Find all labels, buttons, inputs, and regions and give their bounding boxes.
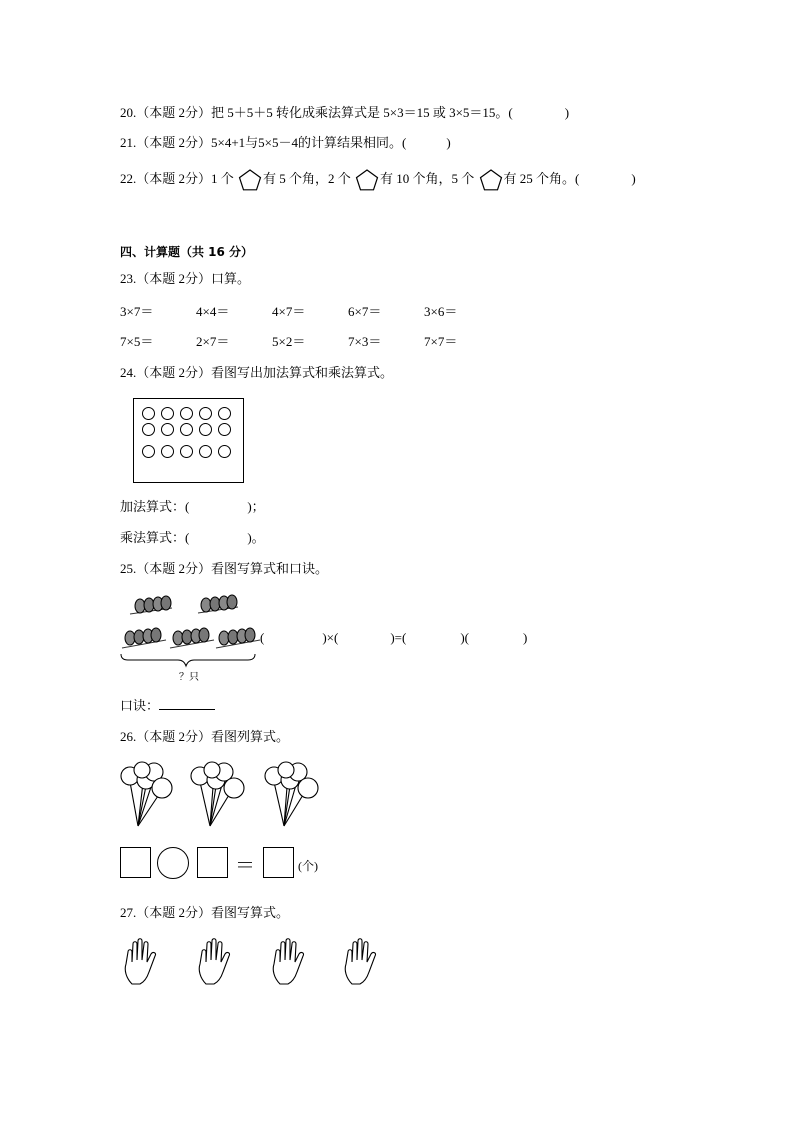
hand-icon	[125, 939, 155, 984]
question-26: 26.（本题 2分）看图列算式。	[120, 729, 290, 744]
hands-row	[118, 936, 388, 988]
circle-icon	[180, 423, 193, 436]
oral-calc-item: 7×3＝	[348, 334, 382, 349]
pentagon-icon	[238, 168, 262, 192]
hand-icon	[273, 939, 303, 984]
circle-icon	[142, 407, 155, 420]
paren-open: (	[260, 630, 265, 645]
multiplication-formula-line	[120, 529, 265, 547]
q22-part3: 有 10 个角，5 个	[380, 170, 475, 186]
hand-icon	[345, 939, 375, 984]
balloon-bunch-icon	[121, 762, 172, 826]
circle-icon	[180, 407, 193, 420]
question-22	[120, 168, 636, 192]
q22-part1: 22.（本题 2分）1 个	[120, 170, 234, 186]
circle-icon	[218, 445, 231, 458]
q21-close: )	[446, 135, 451, 150]
times-sign: )×(	[322, 630, 339, 645]
section-title: 四、计算题（共 16 分）	[120, 245, 254, 259]
q20-close: )	[564, 105, 570, 120]
question-20	[120, 104, 569, 122]
oral-calc-item: 7×5＝	[120, 334, 154, 349]
question-25: 25.（本题 2分）看图写算式和口诀。	[120, 561, 329, 576]
answer-box-1[interactable]	[120, 847, 151, 878]
circle-icon	[142, 445, 155, 458]
circle-icon	[199, 445, 212, 458]
oral-calc-item: 2×7＝	[196, 334, 230, 349]
oral-calc-item: 3×6＝	[424, 304, 458, 319]
q20-text: 20.（本题 2分）把 5＋5＋5 转化成乘法算式是 5×3＝15 或 3×5＝15。(	[120, 105, 513, 120]
balloon-bunch-icon	[191, 762, 244, 826]
unit-label: (个)	[298, 859, 318, 873]
circle-icon	[180, 445, 193, 458]
paren-join: )(	[460, 630, 470, 645]
addition-formula-line	[120, 498, 265, 516]
koujue-blank[interactable]	[159, 697, 215, 710]
q22-part2: 有 5 个角，2 个	[263, 170, 351, 186]
operator-circle[interactable]	[157, 847, 189, 879]
addition-close: )；	[247, 499, 265, 514]
question-24: 24.（本题 2分）看图写出加法算式和乘法算式。	[120, 365, 394, 380]
question-23: 23.（本题 2分）口算。	[120, 271, 251, 286]
circle-icon	[218, 407, 231, 420]
addition-label: 加法算式：(	[120, 499, 190, 514]
answer-box-2[interactable]	[197, 847, 228, 878]
question-27: 27.（本题 2分）看图写算式。	[120, 905, 290, 920]
koujue-line	[120, 697, 215, 715]
circle-icon	[218, 423, 231, 436]
oral-calc-item: 7×7＝	[424, 334, 458, 349]
question-21	[120, 134, 451, 152]
circles-frame	[133, 398, 244, 483]
circle-icon	[161, 407, 174, 420]
pentagon-icon	[479, 168, 503, 192]
paren-close: )	[523, 630, 528, 645]
equals-sign: )=(	[390, 630, 407, 645]
oral-calc-item: 3×7＝	[120, 304, 154, 319]
q22-close: )	[631, 170, 636, 186]
q21-text: 21.（本题 2分）5×4+1与5×5－4的计算结果相同。(	[120, 135, 407, 150]
multiplication-close: )。	[247, 530, 265, 545]
circle-icon	[142, 423, 155, 436]
hand-icon	[199, 939, 229, 984]
oral-calc-item: 5×2＝	[272, 334, 306, 349]
oral-calc-item: 4×4＝	[196, 304, 230, 319]
oral-calc-item: 6×7＝	[348, 304, 382, 319]
pentagon-icon	[355, 168, 379, 192]
oral-calc-item: 4×7＝	[272, 304, 306, 319]
balloon-bunch-icon	[265, 762, 318, 826]
multiplication-label: 乘法算式：(	[120, 530, 190, 545]
circle-icon	[161, 423, 174, 436]
q22-part4: 有 25 个角。(	[503, 170, 580, 186]
circle-icon	[199, 407, 212, 420]
equals-sign: ＝	[235, 855, 255, 877]
q25-formula	[260, 629, 527, 647]
circle-icon	[199, 423, 212, 436]
balloon-bunches	[118, 760, 328, 830]
koujue-label: 口诀：	[120, 698, 160, 713]
circle-icon	[161, 445, 174, 458]
answer-box-3[interactable]	[263, 847, 294, 878]
brace-label: ？只	[179, 672, 199, 683]
